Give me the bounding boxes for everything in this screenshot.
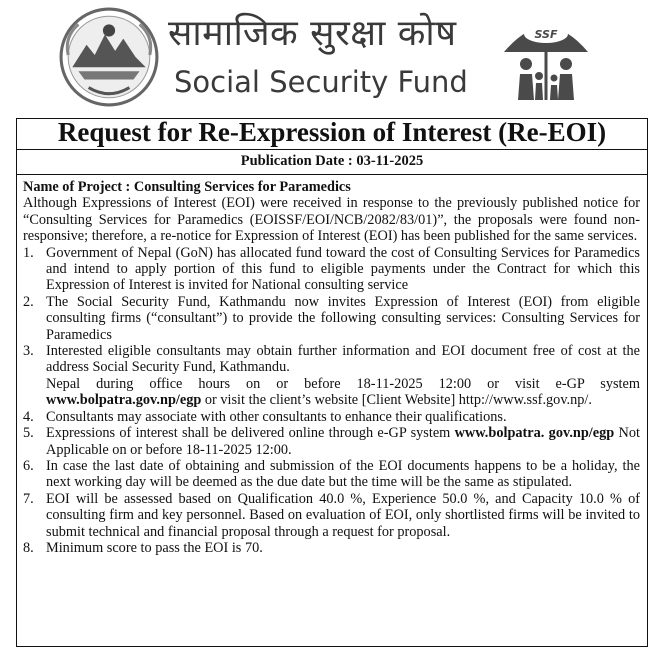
list-item-text: Consultants may associate with other consultants to enhance their qualifications. [46,408,507,425]
list-item [23,294,640,343]
logo-text: SSF [534,28,558,41]
title-divider [17,149,647,150]
list-item-text: Expressions of interest shall be delivered online through e-GP system [46,425,455,442]
list-item-text: or visit the client’s website [Client Website] http://www.ssf.gov.np/. [201,392,592,409]
list-item-number: 4. [23,408,34,425]
list-item-text: Not Applicable on or before 18-11-2025 12:00. [46,425,640,458]
notice-body [23,179,640,556]
ssf-umbrella-family-logo-icon [492,8,600,108]
list-item-number: 6. [23,457,34,474]
list-item-text: Government of Nepal (GoN) has allocated fund toward the cost of Consulting Services for Paramedics and intend to apply portion of this fund to eligible payments under the Contract for which this Expression of Interest is invited for National consulting service [46,244,640,294]
publication-date: Publication Date : 03-11-2025 [240,153,424,169]
egp-link[interactable]: www.bolpatra.gov.np/egp [46,392,202,409]
list-item-number: 1. [23,244,34,261]
list-item-text: Nepal during office hours on or before 18-11-2025 12:00 or visit e-GP system [46,375,640,392]
brand-name-english: Social Security Fund [174,65,468,99]
list-item [23,425,640,458]
list-item-text: The Social Security Fund, Kathmandu now invites Expression of Interest (EOI) from eligible consulting firms (“consultant”) to provide the following consulting services: Consulting Services for Paramedics [46,293,640,343]
nepal-government-emblem-icon [58,6,160,108]
header [0,0,661,112]
list-item-number: 5. [23,425,34,442]
notice-title: Request for Re-Expression of Interest (Re-EOI) [57,117,607,147]
list-item-text: In case the last date of obtaining and submission of the EOI documents happens to be a holiday, the next working day will be deemed as the due date but the time will be the same as stipulated. [46,457,640,491]
list-item [23,458,640,491]
notice-list [23,245,640,557]
list-item [23,409,640,425]
list-item-text: Interested eligible consultants may obtain further information and EOI document free of cost at the address Social Security Fund, Kathmandu. [46,343,640,376]
egp-link[interactable]: www.bolpatra. gov.np/egp [454,425,615,442]
list-item-text: EOI will be assessed based on Qualification 40.0 %, Experience 50.0 %, and Capacity 10.0 % of consulting firm and key personnel. Based on evaluation of EOI, only shortlisted firms will be invited to submit technical and financial proposal through a request for proposal. [46,490,640,540]
list-item [23,491,640,540]
list-item [23,343,640,409]
list-item-number: 7. [23,490,34,507]
brand-name-nepali: सामाजिक सुरक्षा कोष [168,13,457,54]
list-item [23,245,640,294]
list-item-text: Minimum score to pass the EOI is 70. [46,539,263,556]
project-name: Name of Project : Consulting Services for Paramedics [23,179,351,195]
intro-paragraph: Although Expressions of Interest (EOI) were received in response to the previously published notice for “Consulting Services for Paramedics (EOISSF/EOI/NCB/2082/83/01)”, the proposals were found non-responsive; therefore, a re-notice for Expression of Interest (EOI) has been published for the same services. [23,195,640,245]
list-item-number: 8. [23,539,34,556]
list-item [23,540,640,556]
notice-box [16,118,648,647]
list-item-number: 3. [23,343,34,360]
date-divider [17,174,647,175]
list-item-number: 2. [23,293,34,310]
